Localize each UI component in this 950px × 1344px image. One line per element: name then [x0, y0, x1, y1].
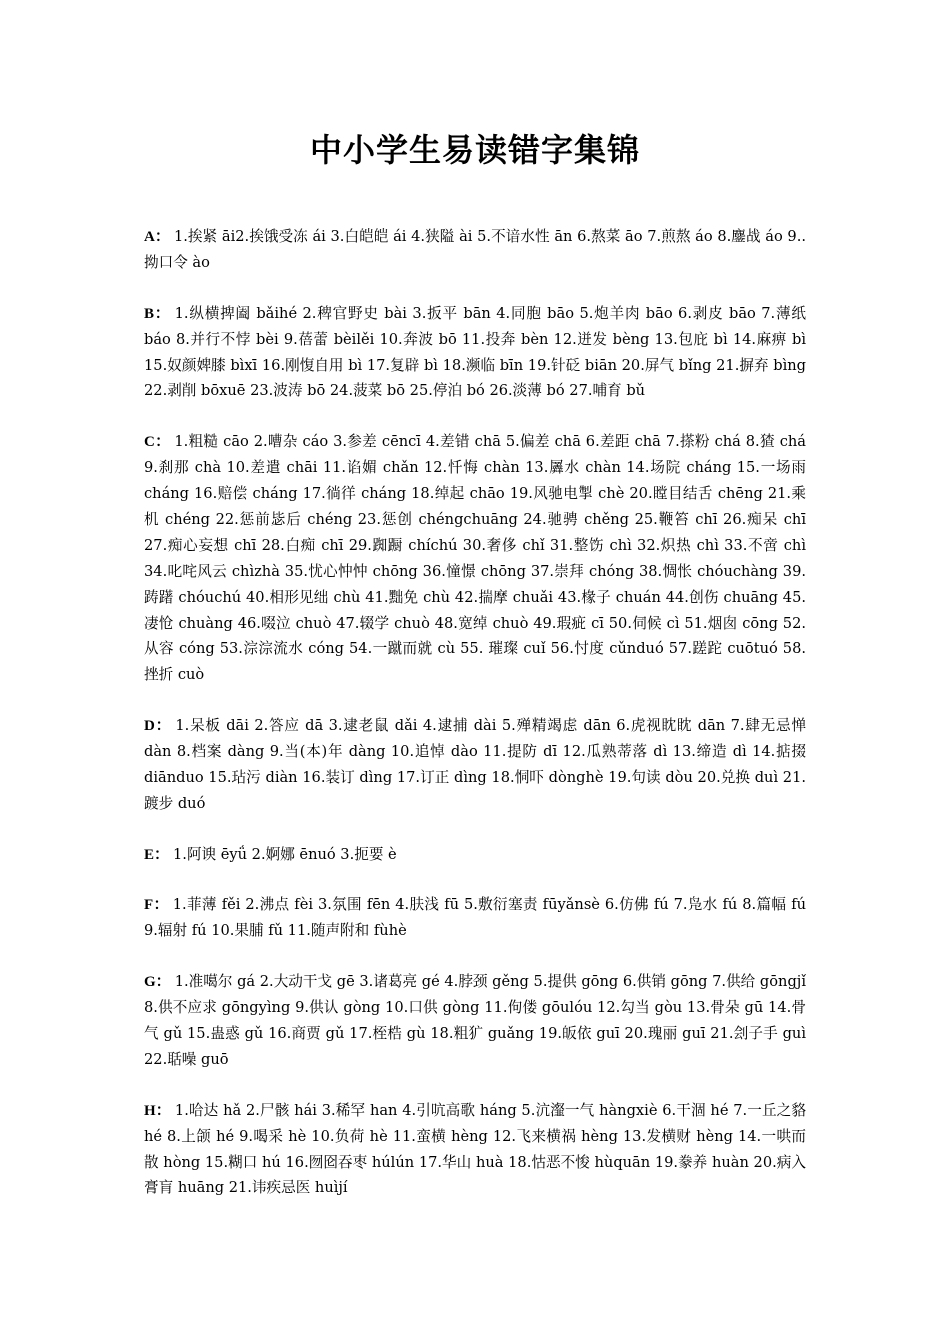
- page-title: 中小学生易读错字集锦: [309, 131, 640, 169]
- section-entries: 1.呆板 dāi 2.答应 dā 3.逮老鼠 dǎi 4.逮捕 dài 5.殚精竭虑 dān 6.虎视眈眈 dān 7.肆无忌惮 dàn 8.档案 dàng 9.当(本)年 dàng 10.追悼 dào 11.提防 dī 12.瓜熟蒂落 dì 13.缔造 dì 14.掂掇 diānduo 15.玷污 diàn 16.装订 dìng 17.订正 dìng 18.恫吓 dònghè 19.句读 dòu 20.兑换 duì 21.踱步 duó: [144, 717, 806, 812]
- section-entries: 1.粗糙 cāo 2.嘈杂 cáo 3.参差 cēncī 4.差错 chā 5.偏差 chā 6.差距 chā 7.搽粉 chá 8.猹 chá 9.刹那 chà 10.差遣 chāi 11.谄媚 chǎn 12.忏悔 chàn 13.羼水 chàn 14.场院 cháng 15.一场雨 cháng 16.赔偿 cháng 17.徜徉 cháng 18.绰起 chāo 19.风驰电掣 chè 20.瞠目结舌 chēng 21.乘机 chéng 22.惩前毖后 chéng 23.惩创 chéngchuāng 24.驰骋 chěng 25.鞭笞 chī 26.痴呆 chī 27.痴心妄想 chī 28.白痴 chī 29.踟蹰 chíchú 30.奢侈 chǐ 31.整饬 chì 32.炽热 chì 33.不啻 chì 34.叱咤风云 chìzhà 35.忧心忡忡 chōng 36.憧憬 chōng 37.崇拜 chóng 38.惆怅 chóuchàng 39.踌躇 chóuchú 40.相形见绌 chù 41.黜免 chù 42.揣摩 chuǎi 43.椽子 chuán 44.创伤 chuāng 45.凄怆 chuàng 46.啜泣 chuò 47.辍学 chuò 48.宽绰 chuò 49.瑕疵 cī 50.伺候 cì 51.烟囱 cōng 52.从容 cóng 53.淙淙流水 cóng 54.一蹴而就 cù 55. 璀璨 cuǐ 56.忖度 cǔnduó 57.蹉跎 cuōtuó 58.挫折 cuò: [144, 433, 806, 684]
- section-f: [144, 892, 806, 944]
- section-e: [144, 842, 806, 868]
- section-entries: 1.哈达 hǎ 2.尸骸 hái 3.稀罕 han 4.引吭高歌 háng 5.沆瀣一气 hàngxiè 6.干涸 hé 7.一丘之貉 hé 8.上颌 hé 9.喝采 hè 10.负荷 hè 11.蛮横 hèng 12.飞来横祸 hèng 13.发横财 hèng 14.一哄而散 hòng 15.糊口 hú 16.囫囵吞枣 húlún 17.华山 huà 18.怙恶不悛 hùquān 19.豢养 huàn 20.病入膏肓 huāng 21.讳疾忌医 huìjí: [144, 1101, 807, 1197]
- section-list: [144, 224, 806, 1226]
- section-a: [144, 224, 806, 276]
- section-letter: H：: [144, 1102, 171, 1119]
- section-c: [144, 429, 806, 688]
- section-h: [144, 1098, 806, 1202]
- section-entries: 1.纵横捭阖 bǎihé 2.稗官野史 bài 3.扳平 bān 4.同胞 bāo 5.炮羊肉 bāo 6.剥皮 bāo 7.薄纸 báo 8.并行不悖 bèi 9.蓓蕾 bèilěi 10.奔波 bō 11.投奔 bèn 12.迸发 bèng 13.包庇 bì 14.麻痹 bì 15.奴颜婢膝 bìxī 16.刚愎自用 bì 17.复辟 bì 18.濒临 bīn 19.针砭 biān 20.屏气 bǐng 21.摒弃 bìng 22.剥削 bōxuē 23.波涛 bō 24.菠菜 bō 25.停泊 bó 26.淡薄 bó 27.哺育 bǔ: [144, 304, 806, 400]
- section-entries: 1.菲薄 fěi 2.沸点 fèi 3.氛围 fēn 4.肤浅 fū 5.敷衍塞责 fūyǎnsè 6.仿佛 fú 7.凫水 fú 8.篇幅 fú 9.辐射 fú 10.果脯 fǔ 11.随声附和 fùhè: [144, 896, 806, 940]
- section-letter: E：: [144, 846, 170, 863]
- section-letter: G：: [144, 974, 171, 991]
- section-letter: B：: [144, 305, 171, 322]
- section-entries: 1.阿谀 ēyǘ 2.婀娜 ēnuó 3.扼要 è: [173, 845, 397, 863]
- section-letter: D：: [144, 718, 172, 735]
- section-letter: A：: [144, 229, 170, 245]
- section-g: [144, 969, 806, 1073]
- section-entries: 1.挨紧 āi2.挨饿受冻 ái 3.白皑皑 ái 4.狭隘 ài 5.不谙水性 ān 6.熬菜 āo 7.煎熬 áo 8.鏖战 áo 9..拗口令 ào: [144, 228, 806, 271]
- section-d: [144, 713, 806, 817]
- section-b: [144, 301, 806, 405]
- section-letter: C：: [144, 434, 171, 451]
- section-letter: F：: [144, 897, 169, 914]
- section-entries: 1.准噶尔 gá 2.大动干戈 gē 3.诸葛亮 gé 4.脖颈 gěng 5.提供 gōng 6.供销 gōng 7.供给 gōngjǐ 8.供不应求 gōngyìng 9.供认 gòng 10.口供 gòng 11.佝偻 gōulóu 12.勾当 gòu 13.骨朵 gū 14.骨气 gǔ 15.蛊惑 gǔ 16.商贾 gǔ 17.桎梏 gù 18.粗犷 guǎng 19.皈依 guī 20.瑰丽 guī 21.刽子手 guì 22.聒噪 guō: [144, 973, 806, 1068]
